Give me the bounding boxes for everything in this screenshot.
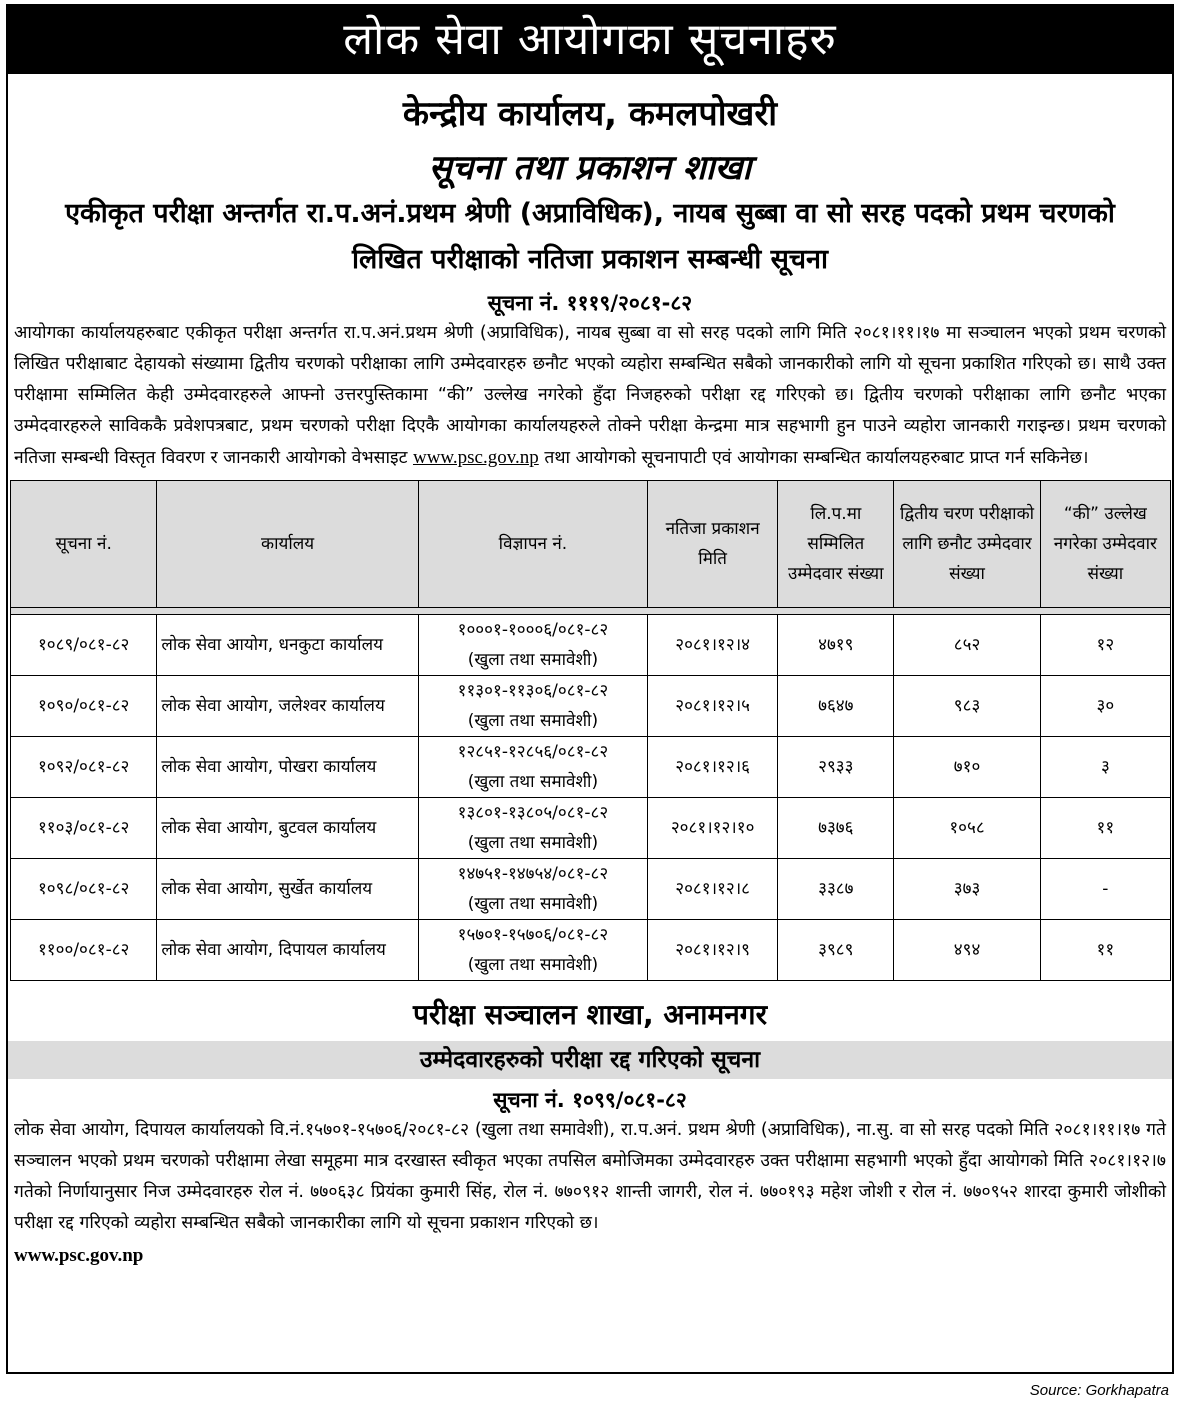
advert-number: ११३०१-११३०६/०८१-८२ — [457, 681, 609, 701]
header-selected-count: द्वितीय चरण परीक्षाको लागि छनौट उम्मेदवार संख्या — [894, 481, 1040, 608]
cell-office: लोक सेवा आयोग, पोखरा कार्यालय — [157, 737, 418, 798]
cell-office: लोक सेवा आयोग, धनकुटा कार्यालय — [157, 615, 418, 676]
cell-advert — [418, 859, 647, 920]
cell-key: ३० — [1040, 676, 1170, 737]
cell-written: ७६४७ — [778, 676, 894, 737]
office-heading: केन्द्रीय कार्यालय, कमलपोखरी — [402, 94, 778, 134]
header-result-date: नतिजा प्रकाशन मिति — [648, 481, 778, 608]
table-row — [11, 737, 1171, 798]
cell-key: - — [1040, 859, 1170, 920]
cell-advert — [418, 676, 647, 737]
section2-notice-number: सूचना नं. १०९९/०८१-८२ — [493, 1088, 687, 1112]
advert-category: (खुला तथा समावेशी) — [467, 894, 599, 914]
cell-advert — [418, 737, 647, 798]
table-row — [11, 676, 1171, 737]
table-row — [11, 920, 1171, 981]
header-advert-no: विज्ञापन नं. — [418, 481, 647, 608]
cell-notice: १०८९/०८१-८२ — [11, 615, 157, 676]
cell-date: २०८१।१२।९ — [648, 920, 778, 981]
header-key-missing-count: “की” उल्लेख नगरेका उम्मेदवार संख्या — [1040, 481, 1170, 608]
source-credit: Source: Gorkhapatra — [1029, 1382, 1169, 1399]
cell-written: ३३८७ — [778, 859, 894, 920]
cell-date: २०८१।१२।१० — [648, 798, 778, 859]
paragraph-text-2: तथा आयोगको सूचनापाटी एवं आयोगका सम्बन्धित कार्यालयहरुबाट प्राप्त गर्न सकिनेछ। — [544, 448, 1089, 468]
psc-website-link[interactable]: www.psc.gov.np — [412, 447, 539, 468]
cell-office: लोक सेवा आयोग, सुर्खेत कार्यालय — [157, 859, 418, 920]
table-gap-row — [11, 608, 1171, 615]
cell-notice: ११००/०८१-८२ — [11, 920, 157, 981]
cell-selected: ७१० — [894, 737, 1040, 798]
banner-title: लोक सेवा आयोगका सूचनाहरु — [8, 6, 1172, 74]
cell-key: ११ — [1040, 920, 1170, 981]
cell-date: २०८१।१२।५ — [648, 676, 778, 737]
advert-number: १५७०१-१५७०६/०८१-८२ — [457, 925, 609, 945]
cell-selected: १०५८ — [894, 798, 1040, 859]
cell-notice: १०९२/०८१-८२ — [11, 737, 157, 798]
header-written-count: लि.प.मा सम्मिलित उम्मेदवार संख्या — [778, 481, 894, 608]
cell-written: २९३३ — [778, 737, 894, 798]
results-table — [10, 480, 1171, 981]
cell-office: लोक सेवा आयोग, जलेश्वर कार्यालय — [157, 676, 418, 737]
cell-key: १२ — [1040, 615, 1170, 676]
section2-paragraph: लोक सेवा आयोग, दिपायल कार्यालयको वि.नं.१५७०१-१५७०६/२०८१-८२ (खुला तथा समावेशी), रा.प.अनं. प्रथम श्रेणी (अप्राविधिक), ना.सु. वा सो सरह पदको मिति २०८१।११।१७ गते सञ्चालन भएको प्रथम चरणको परीक्षामा लेखा समूहमा मात्र दरखास्त स्वीकृत भएका तपसिल बमोजिमका उम्मेदवारहरु उक्त परीक्षामा सहभागी भएको हुँदा आयोगको मिति २०८१।१२।७ गतेको निर्णायानुसार निज उम्मेदवारहरु रोल नं. ७७०६३८ प्रियंका कुमारी सिंह, रोल नं. ७७०९१२ शान्ती जागरी, रोल नं. ७७०१९३ महेश जोशी र रोल नं. ७७०९५२ शारदा कुमारी जोशीको परीक्षा रद्द गरिएको व्यहोरा सम्बन्धित सबैको जानकारीका लागि यो सूचना प्रकाशन गरिएको छ। — [14, 1120, 1166, 1233]
footer-website[interactable]: www.psc.gov.np — [14, 1245, 144, 1266]
cell-date: २०८१।१२।४ — [648, 615, 778, 676]
cell-written: ७३७६ — [778, 798, 894, 859]
cell-selected: ४९४ — [894, 920, 1040, 981]
cell-advert — [418, 615, 647, 676]
table-header-row — [11, 481, 1171, 608]
cell-advert — [418, 920, 647, 981]
cell-date: २०८१।१२।६ — [648, 737, 778, 798]
cell-notice: १०९०/०८१-८२ — [11, 676, 157, 737]
cell-written: ३९८९ — [778, 920, 894, 981]
advert-category: (खुला तथा समावेशी) — [467, 772, 599, 792]
advert-category: (खुला तथा समावेशी) — [467, 833, 599, 853]
section2-branch: परीक्षा सञ्चालन शाखा, अनामनगर — [412, 998, 768, 1031]
header-notice-no: सूचना नं. — [11, 481, 157, 608]
advert-category: (खुला तथा समावेशी) — [467, 711, 599, 731]
advert-category: (खुला तथा समावेशी) — [467, 955, 599, 975]
cell-selected: ९८३ — [894, 676, 1040, 737]
advert-number: १२८५१-१२८५६/०८१-८२ — [457, 742, 609, 762]
table-row — [11, 859, 1171, 920]
cell-office: लोक सेवा आयोग, दिपायल कार्यालय — [157, 920, 418, 981]
header-office: कार्यालय — [157, 481, 418, 608]
branch-heading: सूचना तथा प्रकाशन शाखा — [428, 148, 752, 188]
notice-number: सूचना नं. १११९/२०८१-८२ — [487, 291, 693, 315]
notice-title-line2: लिखित परीक्षाको नतिजा प्रकाशन सम्बन्धी सूचना — [352, 244, 828, 275]
advert-number: १४७५१-१४७५४/०८१-८२ — [457, 864, 609, 884]
cell-written: ४७१९ — [778, 615, 894, 676]
cell-notice: १०९८/०८१-८२ — [11, 859, 157, 920]
cell-key: ११ — [1040, 798, 1170, 859]
cell-key: ३ — [1040, 737, 1170, 798]
advert-category: (खुला तथा समावेशी) — [467, 650, 599, 670]
notice-title-line1: एकीकृत परीक्षा अन्तर्गत रा.प.अनं.प्रथम श्रेणी (अप्राविधिक), नायब सुब्बा वा सो सरह पदको प्रथम चरणको — [65, 198, 1115, 229]
table-row — [11, 615, 1171, 676]
advert-number: १०००१-१०००६/०८१-८२ — [457, 620, 609, 640]
advert-number: १३८०१-१३८०५/०८१-८२ — [457, 803, 609, 823]
cell-selected: ३७३ — [894, 859, 1040, 920]
cell-notice: ११०३/०८१-८२ — [11, 798, 157, 859]
cell-advert — [418, 798, 647, 859]
table-row — [11, 798, 1171, 859]
notice-paragraph — [8, 318, 1172, 474]
cell-office: लोक सेवा आयोग, बुटवल कार्यालय — [157, 798, 418, 859]
cell-selected: ८५२ — [894, 615, 1040, 676]
section2-title: उम्मेदवारहरुको परीक्षा रद्द गरिएको सूचना — [8, 1041, 1172, 1079]
notice-page — [6, 4, 1174, 1374]
cell-date: २०८१।१२।८ — [648, 859, 778, 920]
paragraph-text-1: आयोगका कार्यालयहरुबाट एकीकृत परीक्षा अन्तर्गत रा.प.अनं.प्रथम श्रेणी (अप्राविधिक), नायब सुब्बा वा सो सरह पदको लागि मिति २०८१।११।१७ मा सञ्चालन भएको प्रथम चरणको लिखित परीक्षाबाट देहायको संख्यामा द्वितीय चरणको परीक्षाका लागि उम्मेदवारहरु छनौट भएको व्यहोरा सम्बन्धित सबैको जानकारीको लागि यो सूचना प्रकाशित गरिएको छ। साथै उक्त परीक्षामा सम्मिलित केही उम्मेदवारहरुले आफ्नो उत्तरपुस्तिकामा “की” उल्लेख नगरेको हुँदा निजहरुको परीक्षा रद्द गरिएको छ। द्वितीय चरणको परीक्षाका लागि छनौट भएका उम्मेदवारहरुले साविककै प्रवेशपत्रबाट, प्रथम चरणको परीक्षा दिएकै आयोगका कार्यालयहरुले तोक्ने परीक्षा केन्द्रमा मात्र सहभागी हुन पाउने व्यहोरा जानकारी गराइन्छ। प्रथम चरणको नतिजा सम्बन्धी विस्तृत विवरण र जानकारी आयोगको वेभसाइट — [14, 323, 1166, 468]
